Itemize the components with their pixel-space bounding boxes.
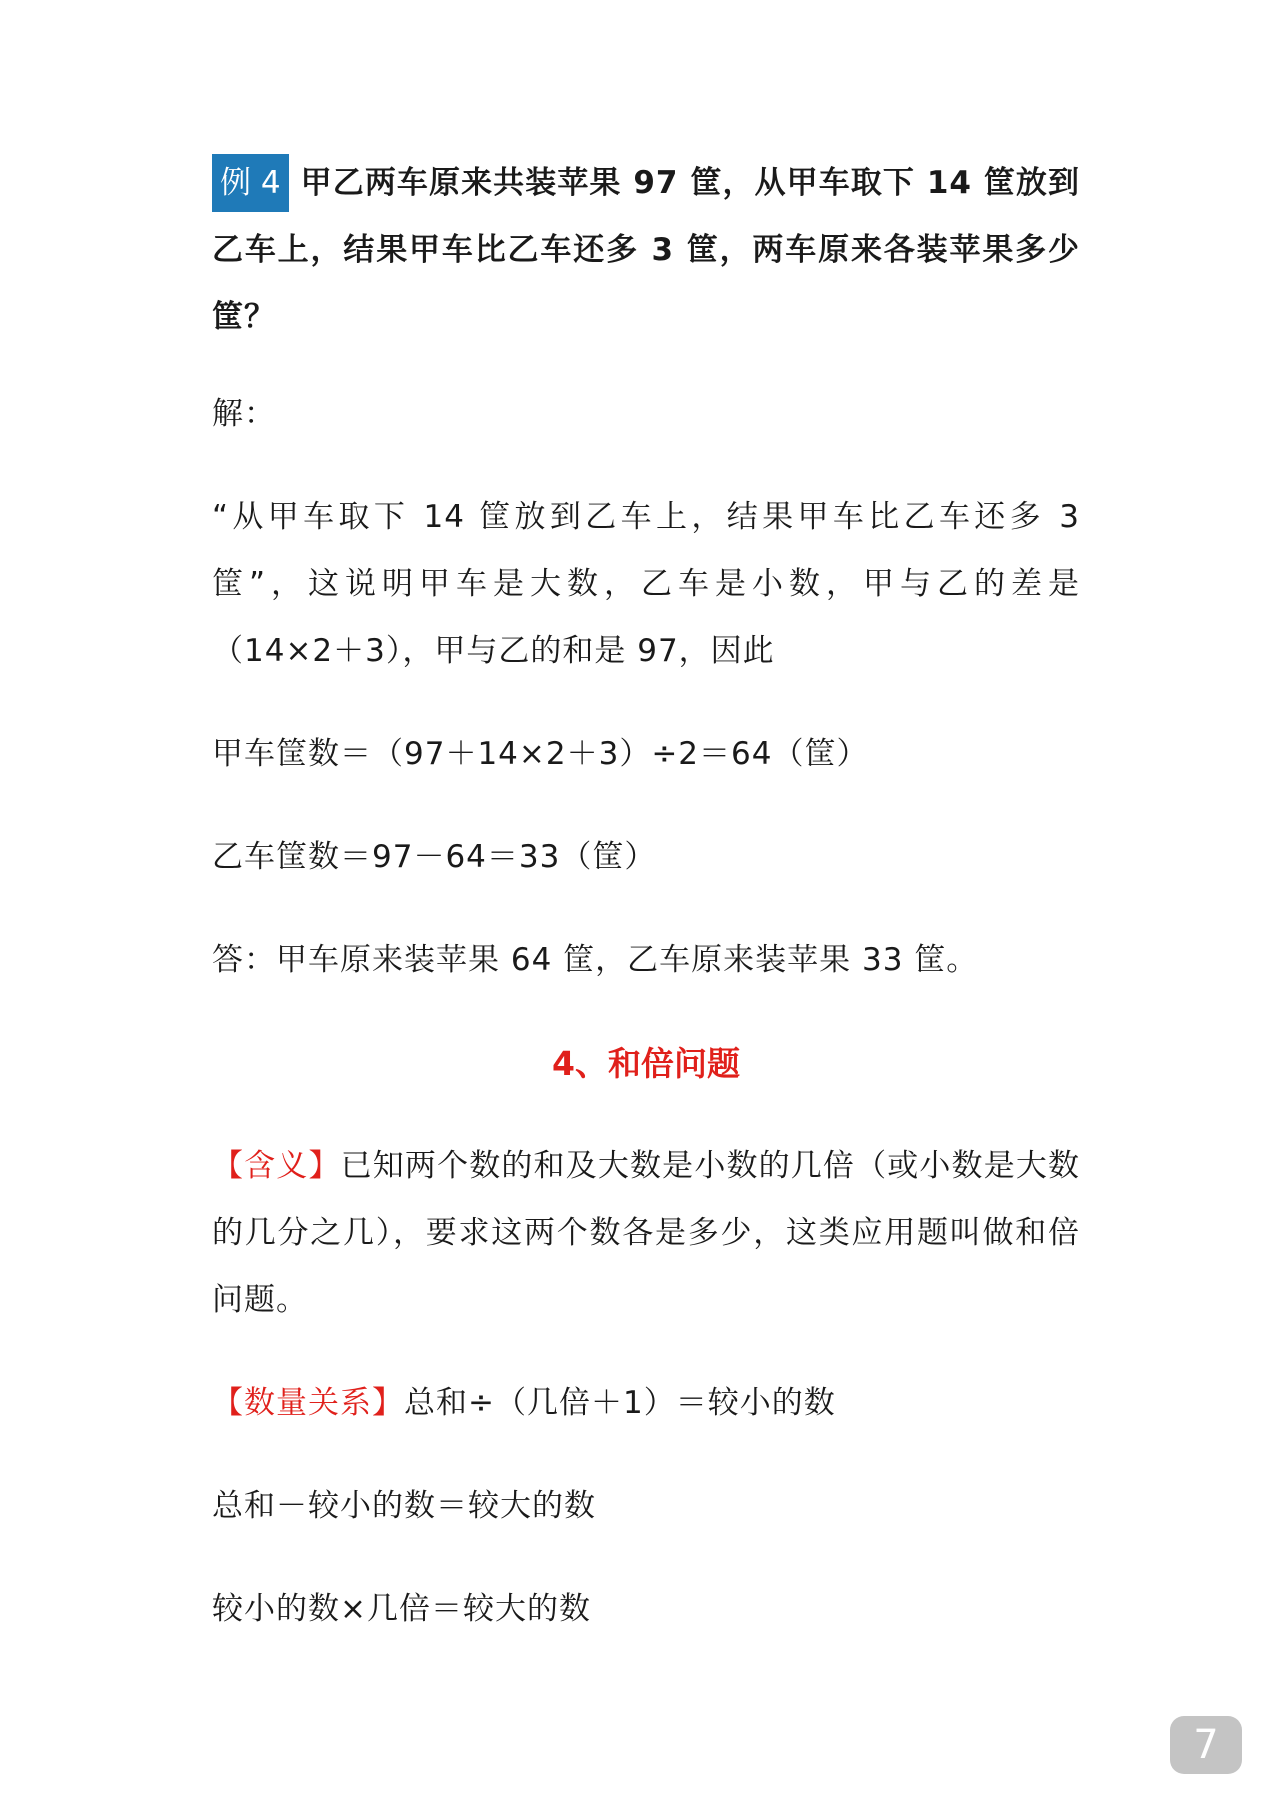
- meaning-paragraph: [212, 1133, 1080, 1334]
- meaning-text: 已知两个数的和及大数是小数的几倍（或小数是大数的几分之几），要求这两个数各是多少，这类应用题叫做和倍问题。: [212, 1148, 1081, 1318]
- example-question: [212, 150, 1080, 351]
- solution-answer: 答：甲车原来装苹果 64 筐，乙车原来装苹果 33 筐。: [212, 942, 979, 978]
- section-heading: 4、和倍问题: [552, 1044, 740, 1083]
- formula-3: 较小的数×几倍＝较大的数: [212, 1591, 591, 1627]
- formula-2: 总和－较小的数＝较大的数: [212, 1488, 596, 1524]
- solution-step-1: 甲车筐数＝（97＋14×2＋3）÷2＝64（筐）: [212, 736, 869, 772]
- relation-tag: 【数量关系】: [212, 1385, 404, 1421]
- relation-paragraph: [212, 1370, 1080, 1437]
- solution-explanation: “从甲车取下 14 筐放到乙车上，结果甲车比乙车还多 3 筐”，这说明甲车是大数，乙车是小数，甲与乙的差是（14×2＋3），甲与乙的和是 97，因此: [212, 499, 1080, 669]
- meaning-tag: 【含义】: [212, 1148, 341, 1184]
- solution-step-2: 乙车筐数＝97－64＝33（筐）: [212, 839, 657, 875]
- relation-text: 总和÷（几倍＋1）＝较小的数: [404, 1385, 836, 1421]
- page-number-badge: 7: [1170, 1716, 1242, 1774]
- example-question-text: 甲乙两车原来共装苹果 97 筐，从甲车取下 14 筐放到乙车上，结果甲车比乙车还多 3 筐，两车原来各装苹果多少筐？: [212, 165, 1080, 335]
- solution-intro: 解：: [212, 396, 276, 432]
- example-label: 例 4: [212, 154, 289, 212]
- document-content: [212, 150, 1080, 1643]
